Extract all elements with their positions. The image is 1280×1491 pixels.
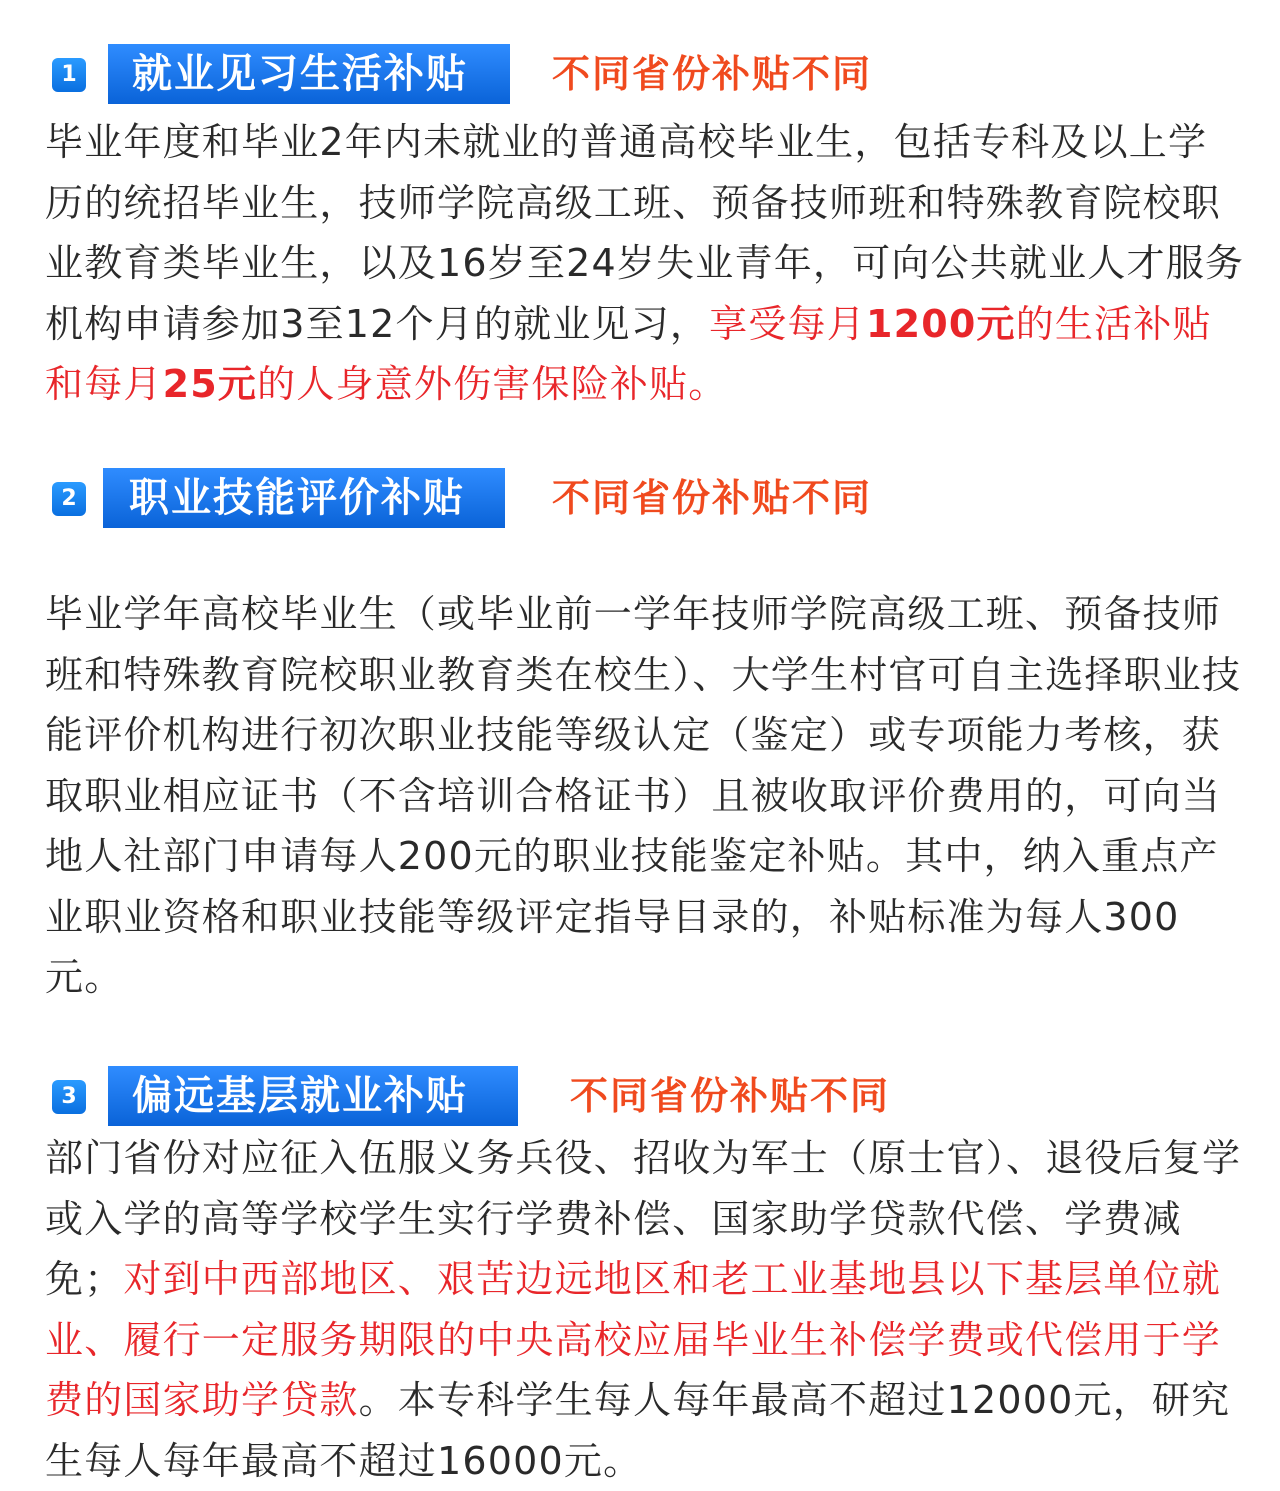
section-3-text-b: 。本专科学生每人每年最高不超过12000元，研究生每人每年最高不超过16000元。: [45, 1378, 1231, 1483]
section-1-text: 毕业年度和毕业2年内未就业的普通高校毕业生，包括专科及以上学历的统招毕业生，技师学院高级工班、预备技师班和特殊教育院校职业教育类毕业生，以及16岁至24岁失业青年，可向公共就业人才服务机构申请参加3至12个月的就业见习，: [45, 120, 1245, 346]
section-3-note: 不同省份补贴不同: [570, 1074, 891, 1118]
section-2-note: 不同省份补贴不同: [552, 476, 873, 520]
section-1-highlight-amount-2: 25元: [162, 362, 258, 406]
section-3: [0, 1062, 1280, 1483]
section-2-body: [45, 584, 1245, 1008]
section-2-header: [0, 464, 1280, 528]
section-3-body: [45, 1128, 1245, 1491]
section-3-number-badge: 3: [52, 1080, 86, 1114]
section-3-highlight: 对到中西部地区、艰苦边远地区和老工业基地县以下基层单位就业、履行一定服务期限的中央高校应届毕业生补偿学费或代偿用于学费的国家助学贷款: [45, 1257, 1222, 1422]
section-1-body: [45, 112, 1245, 415]
section-1-highlight-amount-1: 1200元: [865, 301, 1016, 346]
section-1-highlight-a: 享受每月: [709, 301, 866, 346]
section-1-highlight-b: 的生活补贴和每月: [45, 301, 1212, 406]
section-2-title: 职业技能评价补贴: [103, 468, 505, 528]
section-3-title: 偏远基层就业补贴: [108, 1066, 518, 1126]
section-1-highlight-c: 的人身意外伤害保险补贴。: [257, 362, 728, 406]
section-2-number-badge: 2: [52, 482, 86, 516]
section-1-title: 就业见习生活补贴: [108, 44, 510, 104]
section-1: [0, 40, 1280, 406]
section-2: [0, 464, 1280, 999]
section-3-header: [0, 1062, 1280, 1126]
section-1-note: 不同省份补贴不同: [552, 52, 873, 96]
section-2-text: 毕业学年高校毕业生（或毕业前一学年技师学院高级工班、预备技师班和特殊教育院校职业教育类在校生）、大学生村官可自主选择职业技能评价机构进行初次职业技能等级认定（鉴定）或专项能力考核，获取职业相应证书（不含培训合格证书）且被收取评价费用的，可向当地人社部门申请每人200元的职业技能鉴定补贴。其中，纳入重点产业职业资格和职业技能等级评定指导目录的，补贴标准为每人300元。: [45, 592, 1242, 999]
section-1-header: [0, 40, 1280, 104]
section-3-text-a: 部门省份对应征入伍服义务兵役、招收为军士（原士官）、退役后复学或入学的高等学校学生实行学费补偿、国家助学贷款代偿、学费减免；: [45, 1136, 1242, 1301]
section-1-number-badge: 1: [52, 58, 86, 92]
